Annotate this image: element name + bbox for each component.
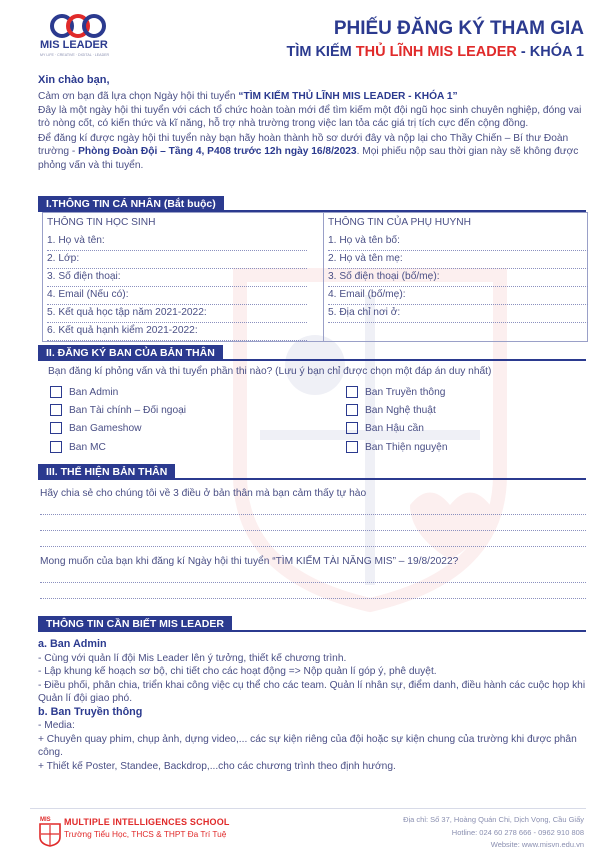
option-label: Ban Gameshow xyxy=(69,423,142,434)
parent-field-phone[interactable]: 3. Số điện thoại (bố/mẹ): xyxy=(328,269,588,287)
section-title: III. THỂ HIỆN BẢN THÂN xyxy=(38,464,175,480)
media-line: + Chuyên quay phim, chụp ảnh, dựng video,... các sự kiện riêng của đội hoặc sự kiện chung của trường khi được phân công. xyxy=(38,733,577,758)
parent-field-mother[interactable]: 2. Họ và tên mẹ: xyxy=(328,251,588,269)
student-info-heading: THÔNG TIN HỌC SINH xyxy=(47,217,156,228)
checkbox[interactable] xyxy=(50,422,62,434)
logo-tagline: MY LIFE · CREATIVE · DIGITAL · LEADER xyxy=(40,53,110,57)
mis-leader-logo xyxy=(38,12,118,58)
option-label: Ban Admin xyxy=(69,387,119,398)
team-question: Bạn đăng kí phỏng vấn và thi tuyển phần thi nào? (Lưu ý bạn chỉ được chọn một đáp án duy nhất) xyxy=(48,366,492,377)
student-field-phone[interactable]: 3. Số điện thoại: xyxy=(47,269,307,287)
answer-line[interactable] xyxy=(40,598,586,599)
intro-p3-note: . Mọi phiếu nộp sau thời gian này sẽ không được phỏng vấn và thi tuyển. xyxy=(38,146,579,171)
intro-p3-text: Để đăng kí được ngày hội thi tuyển này bạn hãy hoàn thành hồ sơ dưới đây và nộp lại cho Thầy Chiến – Bí thư Đoàn trường - xyxy=(38,133,569,158)
media-line: - Media: xyxy=(38,720,75,731)
school-name: MULTIPLE INTELLIGENCES SCHOOL xyxy=(64,817,230,827)
form-title: PHIẾU ĐĂNG KÝ THAM GIA xyxy=(333,18,584,39)
school-website[interactable]: Website: www.misvn.edu.vn xyxy=(490,840,584,849)
admin-title: a. Ban Admin xyxy=(38,638,107,650)
option-mc[interactable] xyxy=(50,441,106,455)
greeting: Xin chào bạn, xyxy=(38,74,110,86)
intro-paragraph-1 xyxy=(38,90,586,103)
intro-p3-deadline: Phòng Đoàn Đội – Tầng 4, P408 trước 12h ngày 16/8/2023 xyxy=(78,146,357,158)
checkbox[interactable] xyxy=(346,422,358,434)
question-proud-things: Hãy chia sẻ cho chúng tôi về 3 điều ở bản thân mà bạn cảm thấy tự hào xyxy=(40,488,367,499)
option-charity[interactable] xyxy=(346,441,448,455)
subtitle-part-c: - KHÓA 1 xyxy=(516,44,584,60)
option-label: Ban Nghệ thuật xyxy=(365,405,436,416)
checkbox[interactable] xyxy=(50,441,62,453)
parent-field-email[interactable]: 4. Email (bố/mẹ): xyxy=(328,287,588,305)
admin-line: - Điều phối, phân chia, triển khai công việc cụ thể cho các team. Quản lí nhân sự, điểm danh, điều hành các cuộc họp khi Quản lí đội giao phó. xyxy=(38,679,586,704)
intro-p1-event: “TÌM KIẾM THỦ LĨNH MIS LEADER - KHÓA 1” xyxy=(238,91,458,102)
option-label: Ban Hậu cần xyxy=(365,423,424,434)
parent-field-father[interactable]: 1. Họ và tên bố: xyxy=(328,233,588,251)
school-address: Địa chỉ: Số 37, Hoàng Quán Chi, Dịch Vọng, Cầu Giấy xyxy=(403,815,584,824)
school-shield-logo xyxy=(38,815,62,847)
parent-info-column xyxy=(323,213,594,341)
student-field-academic[interactable]: 5. Kết quả học tập năm 2021-2022: xyxy=(47,305,307,323)
section-title: I.THÔNG TIN CÁ NHÂN (Bắt buộc) xyxy=(38,196,224,212)
form-subtitle xyxy=(286,44,584,60)
section-self-expression-header xyxy=(38,462,586,480)
answer-line[interactable] xyxy=(40,530,586,531)
media-title: b. Ban Truyền thông xyxy=(38,705,143,718)
checkbox[interactable] xyxy=(50,386,62,398)
student-field-email[interactable]: 4. Email (Nếu có): xyxy=(47,287,307,305)
answer-line[interactable] xyxy=(40,582,586,583)
option-label: Ban Thiện nguyện xyxy=(365,442,448,453)
school-hotline: Hotline: 024 60 278 666 - 0962 910 808 xyxy=(451,828,584,837)
checkbox[interactable] xyxy=(346,441,358,453)
section-title: II. ĐĂNG KÝ BAN CỦA BẢN THÂN xyxy=(38,345,223,361)
answer-line[interactable] xyxy=(40,546,586,547)
section-title: THÔNG TIN CẦN BIẾT MIS LEADER xyxy=(38,616,232,632)
student-field-conduct[interactable]: 6. Kết quả hạnh kiểm 2021-2022: xyxy=(47,323,307,341)
answer-line[interactable] xyxy=(40,514,586,515)
checkbox[interactable] xyxy=(50,404,62,416)
option-label: Ban Tài chính – Đối ngoại xyxy=(69,405,187,416)
checkbox[interactable] xyxy=(346,404,358,416)
footer-divider xyxy=(30,808,586,809)
option-admin[interactable] xyxy=(50,386,118,400)
parent-field-address[interactable]: 5. Địa chỉ nơi ở: xyxy=(328,305,588,323)
option-logistics[interactable] xyxy=(346,422,424,436)
subtitle-part-a: TÌM KIẾM xyxy=(286,44,356,60)
option-label: Ban MC xyxy=(69,442,106,453)
section-personal-info-header xyxy=(38,194,586,212)
section-team-registration-header xyxy=(38,343,586,361)
logo-mark: MIS xyxy=(40,817,51,823)
personal-info-table xyxy=(42,212,588,342)
option-art[interactable] xyxy=(346,404,436,418)
parent-info-heading: THÔNG TIN CỦA PHỤ HUYNH xyxy=(328,217,472,228)
student-info-column xyxy=(43,213,313,341)
intro-paragraph-2: Đây là một ngày hội thi tuyển với cách tổ chức hoàn toàn mới để tìm kiếm một đội ngũ học sinh chuyên nghiệp, đóng vai trò nòng cốt, có kiến thức và kĩ năng, hỗ trợ nhà trường trong việc lan tỏa các giá trị tích cực đến cộng đồng. xyxy=(38,105,582,130)
option-finance[interactable] xyxy=(50,404,186,418)
intro-p1-text: Cảm ơn bạn đã lựa chọn Ngày hội thi tuyển xyxy=(38,91,239,102)
option-media[interactable] xyxy=(346,386,445,400)
logo-text: MIS LEADER xyxy=(40,39,108,51)
option-label: Ban Truyền thông xyxy=(365,387,446,398)
subtitle-part-b: THỦ LĨNH MIS LEADER xyxy=(355,44,517,60)
media-line: + Thiết kế Poster, Standee, Backdrop,...cho các chương trình theo định hướng. xyxy=(38,760,396,772)
info-body xyxy=(38,638,588,773)
admin-line: - Cùng với quản lí đội Mis Leader lên ý tưởng, thiết kế chương trình. xyxy=(38,652,347,664)
checkbox[interactable] xyxy=(346,386,358,398)
student-field-name[interactable]: 1. Họ và tên: xyxy=(47,233,307,251)
intro-paragraph-3 xyxy=(38,132,586,172)
student-field-class[interactable]: 2. Lớp: xyxy=(47,251,307,269)
question-expectation: Mong muốn của bạn khi đăng kí Ngày hội thi tuyển “TÌM KIẾM TÀI NĂNG MIS” – 19/8/2022? xyxy=(40,556,459,567)
admin-line: - Lập khung kế hoạch sơ bộ, chi tiết cho các hoạt động => Nộp quản lí góp ý, phê duyệt. xyxy=(38,666,437,677)
option-gameshow[interactable] xyxy=(50,422,141,436)
school-subtitle: Trường Tiểu Học, THCS & THPT Đa Trí Tuệ xyxy=(64,829,227,839)
section-info-header xyxy=(38,614,586,632)
